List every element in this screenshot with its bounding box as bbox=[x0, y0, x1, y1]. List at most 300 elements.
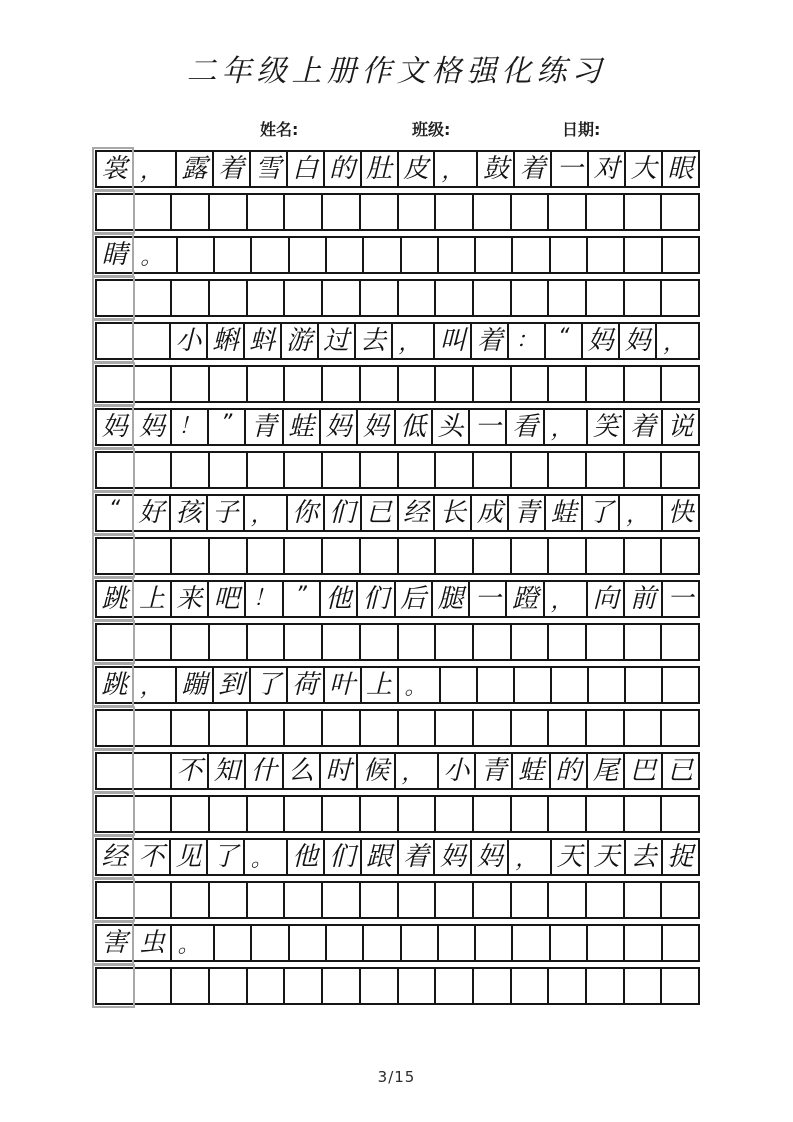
grid-row bbox=[95, 623, 700, 661]
grid-cell: 鼓 bbox=[478, 152, 515, 186]
grid-cell bbox=[285, 883, 323, 917]
grid-cell bbox=[549, 281, 587, 315]
grid-row bbox=[95, 709, 700, 747]
grid-cell bbox=[97, 367, 135, 401]
grid-cell bbox=[436, 195, 474, 229]
grid-cell: 一 bbox=[470, 410, 507, 444]
grid-cell: 对 bbox=[589, 152, 626, 186]
grid-cell bbox=[97, 883, 135, 917]
grid-cell bbox=[178, 238, 215, 272]
grid-cell bbox=[587, 969, 625, 1003]
grid-cell: 经 bbox=[399, 496, 436, 530]
grid-row bbox=[95, 795, 700, 833]
grid-cell: 笑 bbox=[588, 410, 625, 444]
grid-cell bbox=[662, 453, 698, 487]
grid-cell bbox=[285, 625, 323, 659]
grid-cell: 孩 bbox=[171, 496, 208, 530]
grid-cell bbox=[135, 367, 173, 401]
grid-cell bbox=[625, 195, 663, 229]
grid-cell: 已 bbox=[362, 496, 399, 530]
grid-row bbox=[95, 193, 700, 231]
grid-cell: 他 bbox=[321, 582, 358, 616]
grid-cell bbox=[549, 711, 587, 745]
grid-cell: 游 bbox=[282, 324, 319, 358]
grid-cell bbox=[474, 195, 512, 229]
grid-cell bbox=[97, 625, 135, 659]
grid-cell bbox=[549, 969, 587, 1003]
grid-cell: 蹦 bbox=[177, 668, 214, 702]
grid-cell bbox=[587, 711, 625, 745]
grid-cell bbox=[436, 281, 474, 315]
grid-cell: 妈 bbox=[134, 410, 171, 444]
grid-cell: 了 bbox=[208, 840, 245, 874]
grid-row bbox=[95, 537, 700, 575]
grid-cell bbox=[361, 453, 399, 487]
grid-cell: 蹬 bbox=[507, 582, 544, 616]
grid-cell bbox=[512, 625, 550, 659]
grid-cell bbox=[285, 195, 323, 229]
grid-cell bbox=[172, 711, 210, 745]
grid-cell bbox=[439, 926, 476, 960]
grid-cell bbox=[215, 926, 252, 960]
grid-row bbox=[95, 365, 700, 403]
grid-cell bbox=[399, 711, 437, 745]
grid-cell: 裳 bbox=[97, 152, 134, 186]
grid-cell bbox=[513, 926, 550, 960]
grid-cell bbox=[210, 711, 248, 745]
grid-cell bbox=[248, 195, 286, 229]
grid-cell: 巴 bbox=[625, 754, 662, 788]
grid-cell bbox=[474, 367, 512, 401]
grid-cell bbox=[512, 367, 550, 401]
grid-cell: 跟 bbox=[362, 840, 399, 874]
grid-cell bbox=[436, 711, 474, 745]
grid-cell bbox=[135, 539, 173, 573]
grid-cell bbox=[248, 969, 286, 1003]
grid-row bbox=[95, 451, 700, 489]
grid-cell bbox=[474, 969, 512, 1003]
grid-cell: 你 bbox=[288, 496, 325, 530]
grid-cell bbox=[97, 711, 135, 745]
grid-cell bbox=[135, 195, 173, 229]
grid-cell: 蛙 bbox=[513, 754, 550, 788]
grid-cell: 他 bbox=[288, 840, 325, 874]
grid-cell: 。 bbox=[172, 926, 215, 960]
grid-cell bbox=[323, 797, 361, 831]
grid-cell: 的 bbox=[551, 754, 588, 788]
grid-cell: 白 bbox=[288, 152, 325, 186]
grid-cell bbox=[474, 625, 512, 659]
grid-cell bbox=[323, 367, 361, 401]
grid-cell bbox=[361, 797, 399, 831]
grid-cell bbox=[210, 453, 248, 487]
grid-cell bbox=[512, 883, 550, 917]
grid-cell: 天 bbox=[589, 840, 626, 874]
grid-cell bbox=[248, 625, 286, 659]
grid-cell bbox=[587, 367, 625, 401]
grid-cell bbox=[436, 797, 474, 831]
grid-cell bbox=[285, 367, 323, 401]
grid-cell bbox=[625, 238, 662, 272]
grid-cell: 的 bbox=[325, 152, 362, 186]
grid-cell bbox=[662, 195, 698, 229]
grid-cell: ， bbox=[393, 324, 436, 358]
grid-cell bbox=[97, 195, 135, 229]
grid-cell: 肚 bbox=[362, 152, 399, 186]
grid-cell bbox=[210, 281, 248, 315]
grid-cell: ， bbox=[134, 152, 177, 186]
grid-row bbox=[95, 408, 700, 446]
grid-cell: ” bbox=[209, 410, 246, 444]
grid-cell: 害 bbox=[97, 926, 134, 960]
grid-cell: “ bbox=[97, 496, 134, 530]
grid-cell: 眼 bbox=[667, 154, 694, 184]
class-label: 班级: bbox=[412, 120, 451, 139]
grid-cell bbox=[474, 539, 512, 573]
grid-cell bbox=[476, 926, 513, 960]
grid-cell: ， bbox=[245, 496, 288, 530]
grid-cell bbox=[248, 539, 286, 573]
grid-cell: 妈 bbox=[97, 410, 134, 444]
grid-cell bbox=[215, 238, 252, 272]
grid-cell bbox=[515, 668, 552, 702]
grid-cell: 蚪 bbox=[245, 324, 282, 358]
grid-cell bbox=[587, 625, 625, 659]
grid-cell: 蛙 bbox=[284, 410, 321, 444]
grid-cell: ： bbox=[509, 324, 546, 358]
grid-cell: 。 bbox=[134, 238, 177, 272]
grid-cell bbox=[399, 195, 437, 229]
grid-cell: 们 bbox=[358, 582, 395, 616]
grid-row bbox=[95, 924, 700, 962]
grid-row bbox=[95, 838, 700, 876]
grid-row bbox=[95, 322, 700, 360]
grid-cell bbox=[210, 969, 248, 1003]
grid-cell bbox=[210, 195, 248, 229]
grid-cell: 一 bbox=[470, 582, 507, 616]
grid-cell bbox=[662, 969, 698, 1003]
grid-cell: 过 bbox=[319, 324, 356, 358]
grid-cell: 大 bbox=[626, 152, 663, 186]
grid-cell: 妈 bbox=[435, 840, 472, 874]
grid-cell bbox=[135, 969, 173, 1003]
grid-cell: 跳 bbox=[97, 668, 134, 702]
grid-cell bbox=[399, 367, 437, 401]
grid-cell bbox=[361, 539, 399, 573]
grid-cell: 说 bbox=[667, 412, 694, 442]
grid-cell bbox=[551, 926, 588, 960]
grid-cell bbox=[285, 969, 323, 1003]
grid-cell: 了 bbox=[583, 496, 620, 530]
grid-cell: 前 bbox=[625, 582, 662, 616]
grid-cell: 妈 bbox=[358, 410, 395, 444]
grid-cell bbox=[552, 668, 589, 702]
grid-row bbox=[95, 494, 700, 532]
grid-cell: 着 bbox=[399, 840, 436, 874]
grid-cell: 看 bbox=[507, 410, 544, 444]
grid-cell bbox=[172, 367, 210, 401]
grid-cell bbox=[135, 281, 173, 315]
grid-cell bbox=[662, 539, 698, 573]
grid-cell bbox=[134, 754, 171, 788]
grid-cell bbox=[436, 883, 474, 917]
grid-cell: 妈 bbox=[583, 324, 620, 358]
grid-cell bbox=[327, 238, 364, 272]
grid-cell bbox=[248, 453, 286, 487]
grid-cell: 小 bbox=[171, 324, 208, 358]
grid-cell bbox=[587, 453, 625, 487]
grid-cell bbox=[549, 539, 587, 573]
grid-cell bbox=[549, 195, 587, 229]
grid-cell: 不 bbox=[134, 840, 171, 874]
grid-cell bbox=[399, 453, 437, 487]
grid-cell bbox=[399, 969, 437, 1003]
date-label: 日期: bbox=[562, 120, 601, 139]
grid-cell bbox=[172, 281, 210, 315]
grid-cell bbox=[663, 238, 698, 272]
grid-cell bbox=[512, 539, 550, 573]
grid-cell: 捉 bbox=[667, 842, 694, 872]
grid-cell bbox=[248, 797, 286, 831]
grid-cell: 雪 bbox=[251, 152, 288, 186]
grid-cell bbox=[439, 238, 476, 272]
grid-cell bbox=[588, 926, 625, 960]
grid-cell: ， bbox=[396, 754, 439, 788]
grid-cell: “ bbox=[546, 324, 583, 358]
grid-cell: 快 bbox=[667, 498, 694, 528]
grid-cell: ！ bbox=[172, 410, 209, 444]
grid-cell bbox=[549, 797, 587, 831]
grid-cell bbox=[97, 453, 135, 487]
grid-cell bbox=[97, 324, 134, 358]
grid-row bbox=[95, 580, 700, 618]
grid-cell: 腿 bbox=[433, 582, 470, 616]
grid-cell bbox=[625, 625, 663, 659]
grid-cell: 。 bbox=[399, 668, 442, 702]
grid-cell: 长 bbox=[435, 496, 472, 530]
grid-cell bbox=[399, 539, 437, 573]
grid-cell bbox=[625, 367, 663, 401]
grid-cell: 着 bbox=[515, 152, 552, 186]
grid-cell bbox=[662, 281, 698, 315]
grid-cell bbox=[476, 238, 513, 272]
name-label: 姓名: bbox=[260, 120, 299, 139]
grid-cell bbox=[248, 711, 286, 745]
grid-cell bbox=[441, 668, 478, 702]
grid-cell bbox=[662, 711, 698, 745]
grid-cell: 露 bbox=[177, 152, 214, 186]
grid-cell: 什 bbox=[246, 754, 283, 788]
grid-cell: 低 bbox=[396, 410, 433, 444]
grid-cell bbox=[513, 238, 550, 272]
grid-cell bbox=[323, 453, 361, 487]
grid-cell bbox=[361, 969, 399, 1003]
grid-cell: 青 bbox=[476, 754, 513, 788]
grid-cell: 尾 bbox=[588, 754, 625, 788]
grid-cell bbox=[135, 453, 173, 487]
grid-cell bbox=[97, 281, 135, 315]
grid-cell: 妈 bbox=[472, 840, 509, 874]
grid-cell bbox=[588, 238, 625, 272]
grid-cell bbox=[625, 926, 662, 960]
grid-cell bbox=[474, 797, 512, 831]
grid-cell bbox=[474, 281, 512, 315]
grid-cell bbox=[402, 238, 439, 272]
grid-cell bbox=[134, 324, 171, 358]
grid-cell bbox=[172, 797, 210, 831]
grid-cell bbox=[361, 883, 399, 917]
grid-cell bbox=[662, 797, 698, 831]
grid-cell: ， bbox=[509, 840, 552, 874]
grid-cell bbox=[549, 625, 587, 659]
grid-cell: 么 bbox=[284, 754, 321, 788]
grid-row bbox=[95, 881, 700, 919]
grid-cell: 时 bbox=[321, 754, 358, 788]
grid-cell: 着 bbox=[214, 152, 251, 186]
grid-cell bbox=[252, 926, 289, 960]
grid-cell bbox=[399, 625, 437, 659]
grid-cell bbox=[327, 926, 364, 960]
grid-cell: 们 bbox=[325, 840, 362, 874]
grid-cell bbox=[512, 797, 550, 831]
grid-cell: 向 bbox=[588, 582, 625, 616]
grid-cell bbox=[663, 926, 698, 960]
grid-cell bbox=[172, 625, 210, 659]
grid-cell: 妈 bbox=[321, 410, 358, 444]
grid-cell bbox=[172, 453, 210, 487]
grid-cell bbox=[625, 711, 663, 745]
grid-cell: 天 bbox=[552, 840, 589, 874]
grid-cell: 成 bbox=[472, 496, 509, 530]
grid-cell: 不 bbox=[172, 754, 209, 788]
grid-cell bbox=[135, 883, 173, 917]
grid-cell bbox=[323, 711, 361, 745]
grid-cell: 经 bbox=[97, 840, 134, 874]
grid-cell bbox=[97, 539, 135, 573]
page-number: 3/15 bbox=[377, 1068, 416, 1086]
grid-cell bbox=[551, 238, 588, 272]
grid-cell bbox=[474, 453, 512, 487]
grid-cell bbox=[587, 281, 625, 315]
grid-cell bbox=[402, 926, 439, 960]
grid-cell: 子 bbox=[208, 496, 245, 530]
grid-cell bbox=[436, 539, 474, 573]
grid-cell bbox=[625, 797, 663, 831]
grid-cell: ， bbox=[663, 331, 686, 356]
grid-cell bbox=[97, 797, 135, 831]
grid-cell bbox=[285, 797, 323, 831]
grid-cell bbox=[290, 238, 327, 272]
grid-cell: 着 bbox=[625, 410, 662, 444]
grid-cell: 好 bbox=[134, 496, 171, 530]
grid-cell bbox=[135, 797, 173, 831]
grid-cell: ， bbox=[435, 152, 478, 186]
grid-cell: 见 bbox=[171, 840, 208, 874]
grid-cell: ， bbox=[134, 668, 177, 702]
grid-cell bbox=[399, 281, 437, 315]
grid-cell bbox=[512, 453, 550, 487]
grid-cell bbox=[364, 238, 401, 272]
grid-cell bbox=[323, 539, 361, 573]
grid-cell bbox=[285, 281, 323, 315]
grid-cell bbox=[625, 281, 663, 315]
grid-cell bbox=[436, 625, 474, 659]
grid-row bbox=[95, 666, 700, 704]
grid-cell bbox=[399, 797, 437, 831]
grid-cell bbox=[172, 195, 210, 229]
grid-cell bbox=[248, 281, 286, 315]
grid-cell: 上 bbox=[362, 668, 399, 702]
grid-cell bbox=[436, 453, 474, 487]
grid-cell: 到 bbox=[214, 668, 251, 702]
grid-cell: 了 bbox=[251, 668, 288, 702]
grid-cell bbox=[512, 711, 550, 745]
grid-cell bbox=[210, 367, 248, 401]
grid-cell: 睛 bbox=[97, 238, 134, 272]
grid-cell bbox=[285, 453, 323, 487]
grid-cell: ， bbox=[545, 410, 588, 444]
grid-cell bbox=[361, 625, 399, 659]
grid-cell: 去 bbox=[626, 840, 663, 874]
grid-cell: 吧 bbox=[209, 582, 246, 616]
grid-cell: 叫 bbox=[435, 324, 472, 358]
grid-cell: 小 bbox=[439, 754, 476, 788]
grid-row bbox=[95, 967, 700, 1005]
grid-cell: 头 bbox=[433, 410, 470, 444]
grid-cell bbox=[625, 453, 663, 487]
grid-cell bbox=[323, 281, 361, 315]
grid-cell: 知 bbox=[209, 754, 246, 788]
grid-cell bbox=[210, 883, 248, 917]
grid-cell: 上 bbox=[134, 582, 171, 616]
grid-cell bbox=[625, 969, 663, 1003]
grid-cell bbox=[285, 539, 323, 573]
grid-cell: 一 bbox=[552, 152, 589, 186]
grid-cell: 皮 bbox=[399, 152, 436, 186]
grid-cell bbox=[512, 195, 550, 229]
grid-cell bbox=[172, 969, 210, 1003]
grid-cell: 蝌 bbox=[208, 324, 245, 358]
grid-cell: 去 bbox=[356, 324, 393, 358]
grid-cell bbox=[399, 883, 437, 917]
grid-cell bbox=[135, 625, 173, 659]
grid-cell bbox=[662, 625, 698, 659]
grid-cell bbox=[364, 926, 401, 960]
grid-cell: ！ bbox=[246, 582, 283, 616]
grid-cell bbox=[285, 711, 323, 745]
grid-cell bbox=[474, 711, 512, 745]
grid-row bbox=[95, 236, 700, 274]
grid-cell bbox=[172, 883, 210, 917]
grid-cell bbox=[323, 969, 361, 1003]
grid-cell: 青 bbox=[246, 410, 283, 444]
grid-cell bbox=[361, 367, 399, 401]
composition-grid bbox=[95, 150, 700, 1010]
grid-row bbox=[95, 279, 700, 317]
grid-cell: 们 bbox=[325, 496, 362, 530]
grid-cell bbox=[172, 539, 210, 573]
grid-cell: ” bbox=[284, 582, 321, 616]
grid-cell bbox=[361, 281, 399, 315]
grid-cell bbox=[323, 625, 361, 659]
grid-cell bbox=[323, 883, 361, 917]
grid-row bbox=[95, 752, 700, 790]
page-title: 二年级上册作文格强化练习 bbox=[186, 54, 607, 89]
grid-cell bbox=[290, 926, 327, 960]
grid-cell bbox=[512, 281, 550, 315]
grid-cell bbox=[589, 668, 626, 702]
grid-cell bbox=[662, 367, 698, 401]
